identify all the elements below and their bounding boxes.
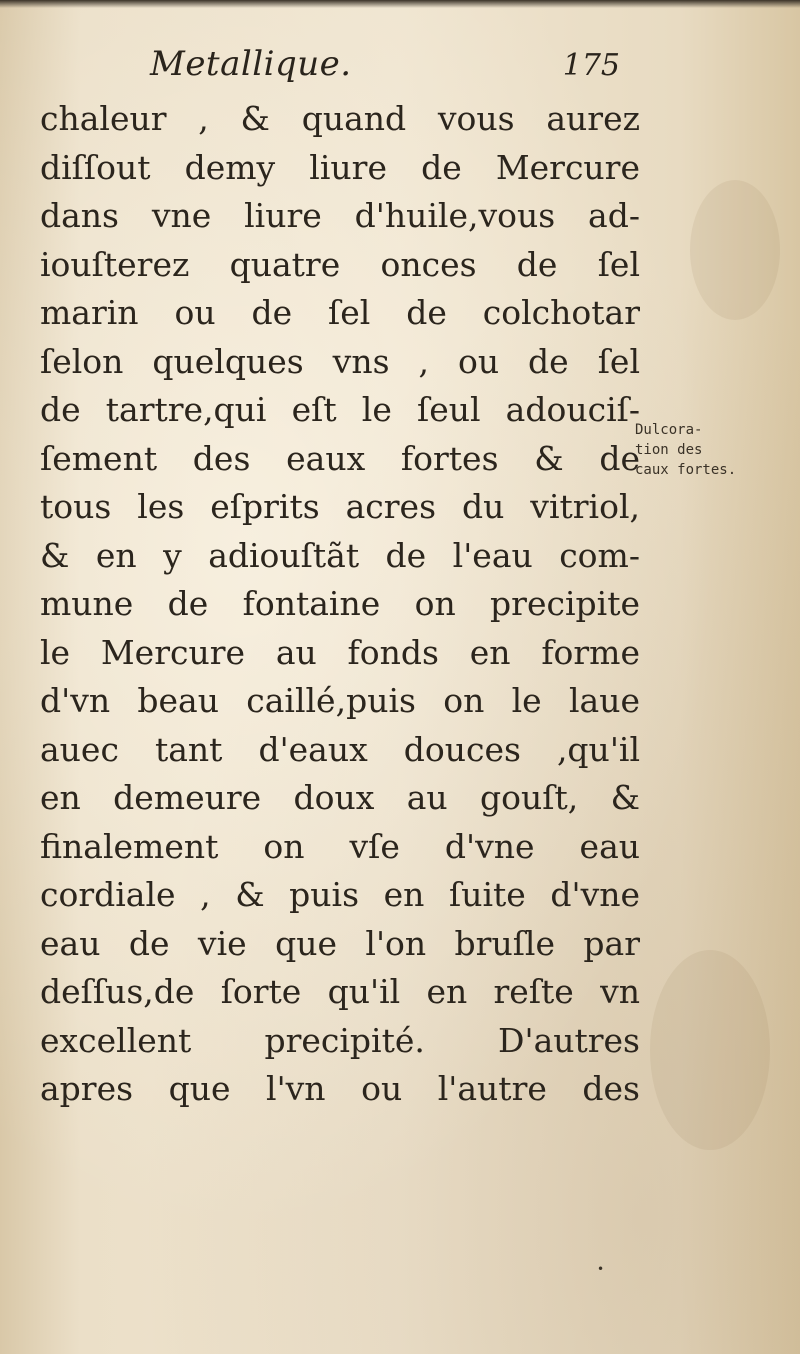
text-line: excellent precipité. D'autres	[40, 1020, 640, 1060]
text-line: dans vne liure d'huile,vous ad-	[40, 196, 640, 235]
text-line: eau de vie que l'on bruſle par	[40, 923, 640, 963]
text-line: ſelon quelques vns , ou de ſel	[40, 341, 640, 381]
paper-stain	[650, 950, 770, 1150]
catchmark: •	[597, 1262, 605, 1276]
text-line: auec tant d'eaux douces ,qu'il	[40, 729, 640, 769]
page-header	[150, 44, 620, 94]
marginal-note-line: Dulcora-	[635, 422, 703, 438]
page-number: 175	[562, 48, 620, 83]
text-line: finalement on vſe d'vne eau	[40, 826, 640, 866]
text-line: mune de fontaine on precipite	[40, 584, 640, 623]
marginal-note-line: tion des	[635, 442, 703, 458]
text-line: d'vn beau caillé,puis on le laue	[40, 681, 640, 720]
text-line: iouſterez quatre onces de ſel	[40, 244, 640, 284]
text-line: tous les eſprits acres du vitriol,	[40, 487, 640, 526]
marginal-note	[635, 420, 785, 480]
text-line: cordiale , & puis en ſuite d'vne	[40, 875, 640, 914]
text-line: ſement des eaux fortes & de	[40, 438, 640, 478]
text-line: deſſus,de ſorte qu'il en reſte vn	[40, 972, 640, 1011]
text-line: de tartre,qui eſt le ſeul adouciſ-	[40, 390, 640, 429]
running-title: Metallique.	[150, 44, 352, 84]
text-line: diſſout demy liure de Mercure	[40, 147, 640, 187]
text-line: chaleur , & quand vous aurez	[40, 99, 640, 138]
text-line: & en y adiouſtãt de l'eau com-	[40, 535, 640, 575]
page-top-shadow	[0, 0, 800, 8]
paper-stain	[690, 180, 780, 320]
body-text	[40, 95, 640, 1114]
text-line: marin ou de ſel de colchotar	[40, 293, 640, 332]
text-line: en demeure doux au gouſt, &	[40, 778, 640, 817]
marginal-note-line: caux fortes.	[635, 462, 737, 478]
text-line: le Mercure au fonds en forme	[40, 632, 640, 672]
text-line: apres que l'vn ou l'autre des	[40, 1069, 640, 1108]
